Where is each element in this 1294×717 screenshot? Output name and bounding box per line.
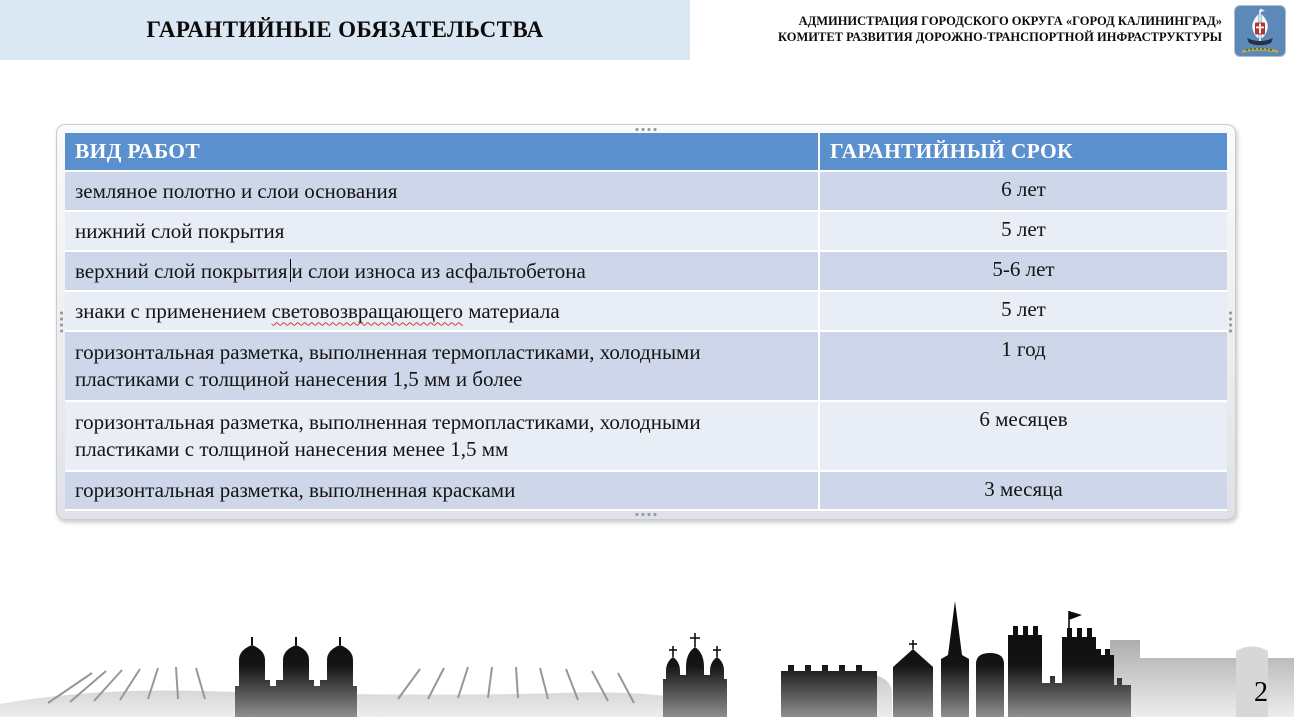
work-cell[interactable]: горизонтальная разметка, выполненная термопластиками, холодными пластиками с толщиной нанесения менее 1,5 мм	[65, 402, 818, 470]
kaliningrad-coat-of-arms-logo	[1234, 5, 1286, 57]
misspelled-word: световозвращающего	[271, 298, 464, 323]
term-cell[interactable]: 1 год	[820, 332, 1227, 400]
work-cell[interactable]: знаки с применением световозвращающего материала	[65, 292, 818, 330]
slide-title-bar	[0, 0, 690, 60]
term-cell[interactable]: 5-6 лет	[820, 252, 1227, 290]
work-cell[interactable]: верхний слой покрытия и слои износа из асфальтобетона	[65, 252, 818, 290]
column-header-term[interactable]: ГАРАНТИЙНЫЙ СРОК	[820, 133, 1227, 170]
city-skyline-graphic	[0, 587, 1294, 717]
organization-line-1: АДМИНИСТРАЦИЯ ГОРОДСКОГО ОКРУГА «ГОРОД КАЛИНИНГРАД»	[798, 14, 1222, 28]
work-cell[interactable]: горизонтальная разметка, выполненная красками	[65, 472, 818, 509]
term-cell[interactable]: 5 лет	[820, 292, 1227, 330]
table-placeholder-frame[interactable]	[56, 124, 1236, 520]
work-cell[interactable]: нижний слой покрытия	[65, 212, 818, 250]
table-drag-handle-left[interactable]	[60, 312, 63, 333]
term-cell[interactable]: 5 лет	[820, 212, 1227, 250]
slide-title: ГАРАНТИЙНЫЕ ОБЯЗАТЕЛЬСТВА	[146, 17, 544, 42]
term-cell[interactable]: 3 месяца	[820, 472, 1227, 509]
text-cursor	[290, 259, 291, 282]
table-drag-handle-right[interactable]	[1229, 312, 1232, 333]
term-cell[interactable]: 6 месяцев	[820, 402, 1227, 470]
table-drag-handle-top[interactable]	[636, 128, 657, 131]
work-cell[interactable]: горизонтальная разметка, выполненная термопластиками, холодными пластиками с толщиной нанесения 1,5 мм и более	[65, 332, 818, 400]
organization-line-2: КОМИТЕТ РАЗВИТИЯ ДОРОЖНО-ТРАНСПОРТНОЙ ИНФРАСТРУКТУРЫ	[777, 30, 1222, 44]
term-cell[interactable]: 6 лет	[820, 172, 1227, 210]
organization-header	[662, 13, 1222, 45]
table-drag-handle-bottom[interactable]	[636, 513, 657, 516]
column-header-work[interactable]: ВИД РАБОТ	[65, 133, 818, 170]
work-cell[interactable]: земляное полотно и слои основания	[65, 172, 818, 210]
warranty-table	[65, 133, 1227, 511]
page-number: 2	[1254, 677, 1268, 708]
